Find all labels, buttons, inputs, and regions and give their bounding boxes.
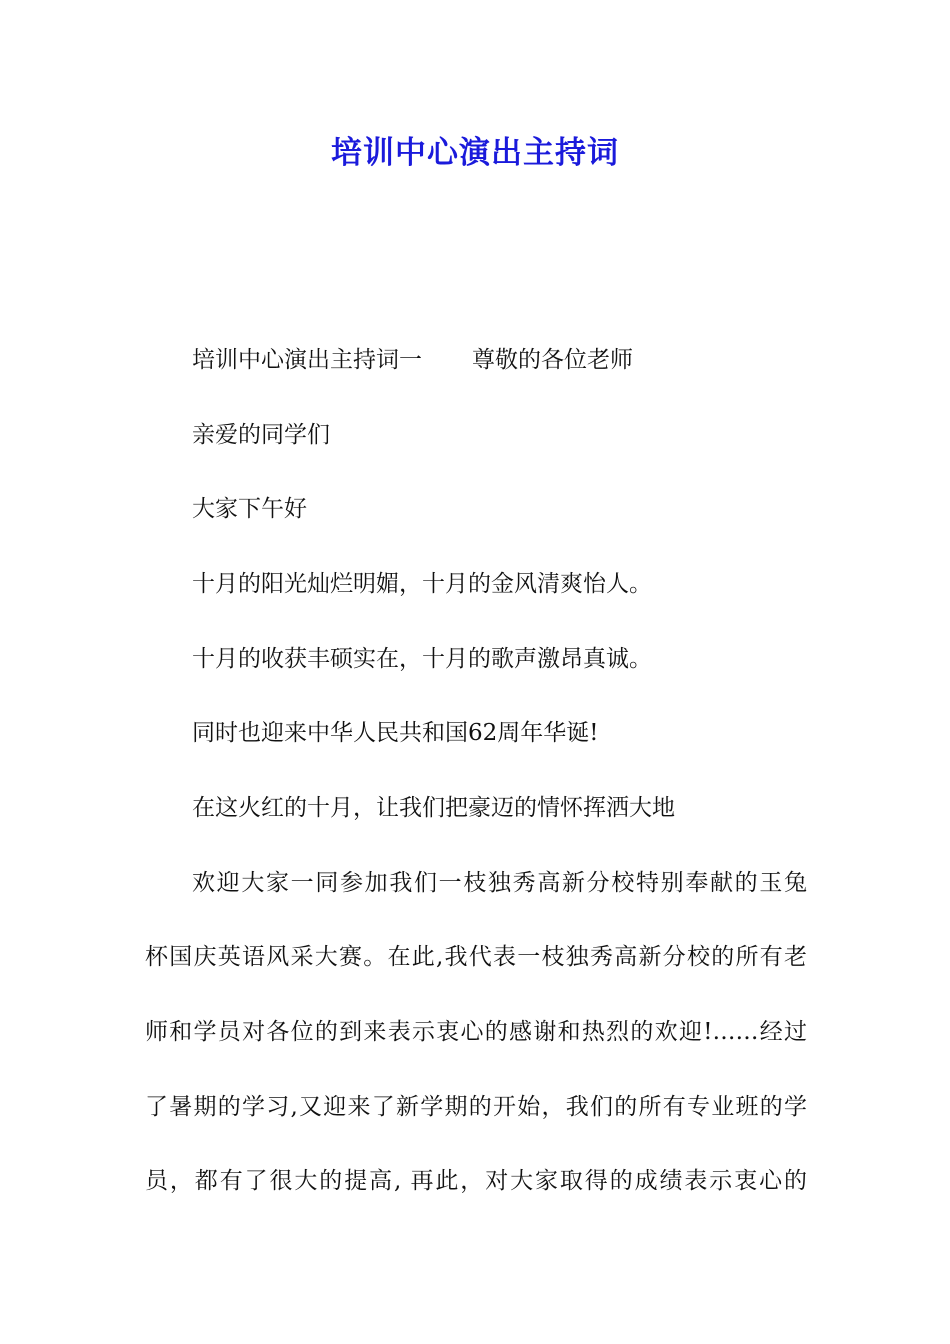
document-title: 培训中心演出主持词 xyxy=(331,135,619,171)
paragraph-line: 员，都有了很大的提高, 再此，对大家取得的成绩表示衷心的 xyxy=(145,1168,807,1194)
opening-greeting: 尊敬的各位老师 xyxy=(472,347,633,373)
opening-heading: 培训中心演出主持词一 xyxy=(192,347,422,373)
paragraph-line: 杯国庆英语风采大赛。在此,我代表一枝独秀高新分校的所有老 xyxy=(145,944,807,970)
paragraph-line: 了暑期的学习,又迎来了新学期的开始，我们的所有专业班的学 xyxy=(145,1094,807,1120)
text-line: 亲爱的同学们 xyxy=(192,422,330,448)
text-line: 在这火红的十月，让我们把豪迈的情怀挥洒大地 xyxy=(192,795,675,821)
paragraph-first-line: 欢迎大家一同参加我们一枝独秀高新分校特别奉献的玉兔 xyxy=(192,870,807,896)
opening-line xyxy=(192,342,633,378)
text-line: 大家下午好 xyxy=(192,496,307,522)
text-line: 十月的收获丰硕实在，十月的歌声激昂真诚。 xyxy=(192,646,652,672)
text-line: 同时也迎来中华人民共和国62周年华诞! xyxy=(192,720,599,746)
text-line: 十月的阳光灿烂明媚，十月的金风清爽怡人。 xyxy=(192,571,652,597)
paragraph-line: 师和学员对各位的到来表示衷心的感谢和热烈的欢迎!……经过 xyxy=(145,1019,807,1045)
